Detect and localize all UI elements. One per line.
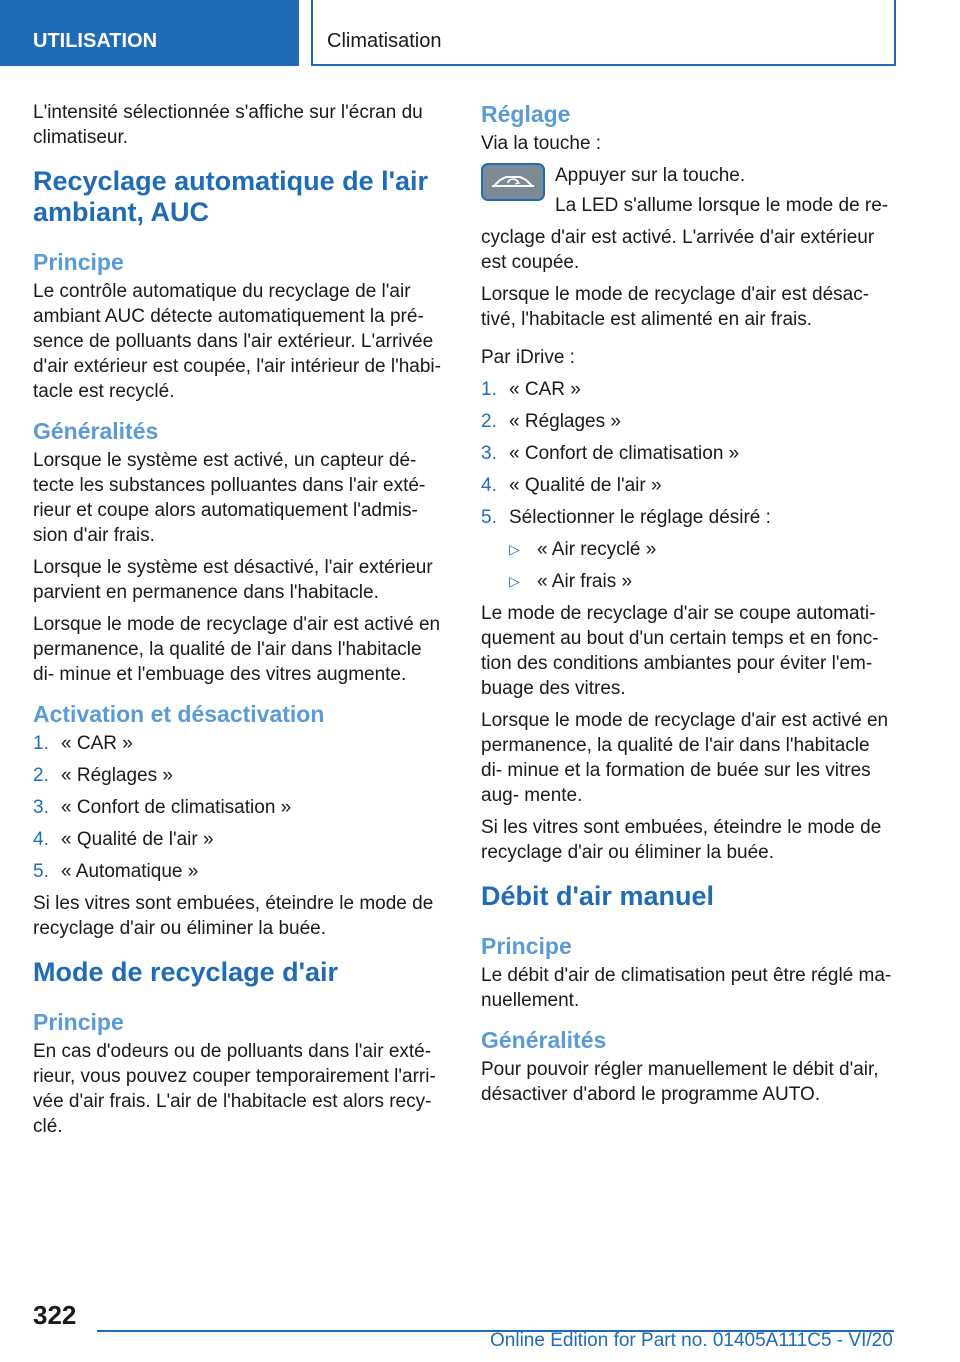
- step-number: 5.: [481, 507, 497, 528]
- activation-note: Si les vitres sont embuées, éteindre le mode de recyclage d'air ou éliminer la buée.: [33, 893, 434, 939]
- auc-heading: Recyclage automatique de l'air ambiant, AUC: [33, 166, 429, 227]
- key-text-2: La LED s'allume lorsque le mode de re-: [555, 195, 889, 216]
- via-touche-text: Via la touche :: [481, 133, 602, 154]
- list-item: [33, 763, 443, 795]
- step-number: 1.: [33, 733, 49, 754]
- step-number: 1.: [481, 379, 497, 400]
- option-text: « Air recyclé »: [537, 539, 657, 560]
- setting-options: [481, 537, 894, 601]
- list-item: [481, 441, 894, 473]
- key-instruction: [481, 163, 894, 223]
- mode-principe-heading: Principe: [33, 1009, 124, 1035]
- step-number: 4.: [33, 829, 49, 850]
- debit-heading: Débit d'air manuel: [481, 881, 714, 911]
- intro-text: L'intensité sélectionnée s'affiche sur l'écran du climatiseur.: [33, 102, 423, 148]
- generalites-paragraph-2: Lorsque le système est désactivé, l'air extérieur parvient en permanence dans l'habitacle.: [33, 557, 433, 603]
- step-number: 4.: [481, 475, 497, 496]
- section-title: UTILISATION: [0, 0, 299, 66]
- option-text: « Air frais »: [537, 571, 633, 592]
- deactivated-text: Lorsque le mode de recyclage d'air est désac- tivé, l'habitacle est alimenté en air frais.: [481, 284, 870, 330]
- auc-principe-heading: Principe: [33, 249, 124, 275]
- list-item: [481, 505, 894, 537]
- debit-generalites-text: Pour pouvoir régler manuellement le débit d'air, désactiver d'abord le programme AUTO.: [481, 1059, 879, 1105]
- triangle-bullet-icon: ▷: [509, 541, 520, 557]
- generalites-heading: Généralités: [33, 418, 159, 444]
- list-item: [481, 537, 894, 569]
- debit-generalites-heading: Généralités: [481, 1027, 607, 1053]
- chapter-title: Climatisation: [311, 0, 896, 66]
- step-number: 3.: [481, 443, 497, 464]
- step-text: « Confort de climatisation »: [509, 443, 740, 464]
- list-item: [481, 377, 894, 409]
- edition-text: Online Edition for Part no. 01405A111C5 - VI/20: [490, 1330, 893, 1351]
- activation-steps: [33, 731, 443, 891]
- par-idrive-text: Par iDrive :: [481, 347, 575, 368]
- generalites-paragraph-1: Lorsque le système est activé, un capteur dé- tecte les substances polluantes dans l'air exté- rieur et coupe alors automatiquement l'admis- sion d'air frais.: [33, 450, 426, 546]
- mode-principe-text: En cas d'odeurs ou de polluants dans l'air exté- rieur, vous pouvez couper temporairement l'arri- vée d'air frais. L'air de l'habitacle est alors recy- clé.: [33, 1041, 436, 1137]
- list-item: [481, 473, 894, 505]
- step-text: « Réglages »: [509, 411, 621, 432]
- triangle-bullet-icon: ▷: [509, 573, 520, 589]
- page-header: [0, 0, 960, 66]
- key-text-1: Appuyer sur la touche.: [555, 165, 746, 186]
- list-item: [33, 795, 443, 827]
- idrive-steps: [481, 377, 894, 537]
- auto-off-text: Le mode de recyclage d'air se coupe automati- quement au bout d'un certain temps et en fonc- tion des conditions ambiantes pour éviter l'em- buage des vitres.: [481, 603, 879, 699]
- key-text-block: [555, 163, 888, 223]
- step-text: « Qualité de l'air »: [61, 829, 214, 850]
- step-text: « CAR »: [509, 379, 581, 400]
- list-item: [33, 859, 443, 891]
- key-text-3: cyclage d'air est activé. L'arrivée d'air extérieur est coupée.: [481, 227, 875, 273]
- permanent-text: Lorsque le mode de recyclage d'air est activé en permanence, la qualité de l'air dans l'habitacle di- minue et la formation de buée sur les vitres aug- mente.: [481, 710, 889, 806]
- mode-heading: Mode de recyclage d'air: [33, 957, 339, 987]
- left-column: [33, 100, 443, 1146]
- step-text: « Réglages »: [61, 765, 173, 786]
- debit-principe-heading: Principe: [481, 933, 572, 959]
- list-item: [33, 827, 443, 859]
- buee-text: Si les vitres sont embuées, éteindre le mode de recyclage d'air ou éliminer la buée.: [481, 817, 882, 863]
- step-text: « CAR »: [61, 733, 133, 754]
- step-text: « Automatique »: [61, 861, 199, 882]
- list-item: [33, 731, 443, 763]
- recirculation-key-icon: [481, 163, 545, 201]
- step-text: Sélectionner le réglage désiré :: [509, 507, 771, 528]
- step-number: 3.: [33, 797, 49, 818]
- step-number: 2.: [481, 411, 497, 432]
- step-text: « Qualité de l'air »: [509, 475, 662, 496]
- debit-principe-text: Le débit d'air de climatisation peut être réglé ma- nuellement.: [481, 965, 892, 1011]
- car-recirculation-icon: [488, 170, 538, 194]
- generalites-paragraph-3: Lorsque le mode de recyclage d'air est activé en permanence, la qualité de l'air dans l'habitacle di- minue et l'embuage des vitres augmente.: [33, 614, 441, 685]
- step-text: « Confort de climatisation »: [61, 797, 292, 818]
- reglage-heading: Réglage: [481, 101, 571, 127]
- step-number: 2.: [33, 765, 49, 786]
- page-number: 322: [33, 1300, 77, 1330]
- activation-heading: Activation et désactivation: [33, 701, 325, 727]
- list-item: [481, 569, 894, 601]
- auc-principe-text: Le contrôle automatique du recyclage de l'air ambiant AUC détecte automatiquement la pré- sence de polluants dans l'air extérieur. L'arrivée d'air extérieur est coupée, l'air intérieur de l'habi- tacle est recyclé.: [33, 281, 441, 402]
- right-column: [481, 100, 894, 1114]
- list-item: [481, 409, 894, 441]
- step-number: 5.: [33, 861, 49, 882]
